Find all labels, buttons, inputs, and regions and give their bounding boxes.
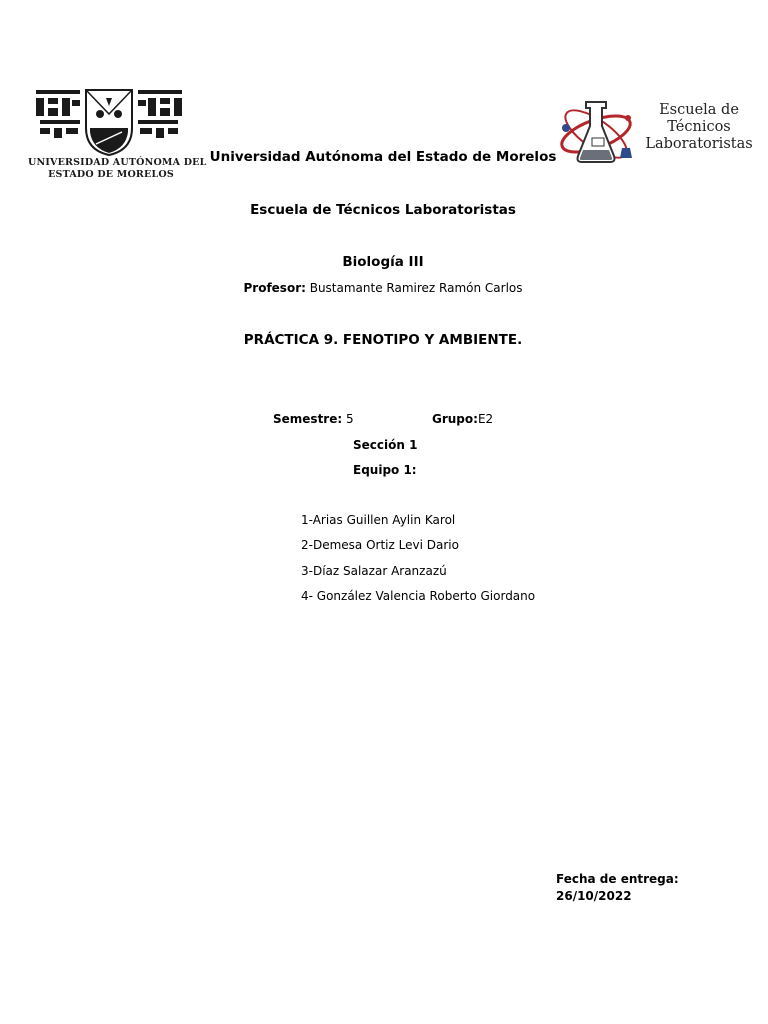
uaem-logo [28, 84, 207, 184]
team-member: 4- González Valencia Roberto Giordano [301, 589, 536, 603]
etl-logo [556, 96, 762, 168]
delivery-date: 26/10/2022 [556, 889, 632, 903]
semestre-label: Semestre: [273, 412, 343, 426]
grupo-value: E2 [477, 412, 494, 426]
team-member: 3-Díaz Salazar Aranzazú [301, 564, 447, 578]
uaem-logo-line1: UNIVERSIDAD AUTÓNOMA DEL [28, 157, 207, 168]
university-name: Universidad Autónoma del Estado de Morelos [209, 149, 557, 165]
grupo-label: Grupo: [432, 412, 478, 426]
flask-atom-icon [556, 98, 636, 168]
etl-logo-line2: Técnicos [667, 119, 731, 135]
uaem-crest-icon [34, 84, 184, 156]
grupo-line [432, 412, 493, 426]
etl-logo-line3: Laboratoristas [645, 136, 753, 152]
semestre-line [273, 412, 354, 426]
professor-label: Profesor: [243, 281, 306, 295]
team-member: 2-Demesa Ortiz Levi Dario [301, 538, 459, 552]
professor-name: Bustamante Ramirez Ramón Carlos [305, 281, 523, 295]
etl-logo-line1: Escuela de [659, 102, 739, 118]
uaem-logo-line2: ESTADO DE MORELOS [48, 169, 174, 180]
school-name: Escuela de Técnicos Laboratoristas [250, 202, 516, 218]
delivery-label: Fecha de entrega: [556, 872, 679, 886]
practice-title: PRÁCTICA 9. FENOTIPO Y AMBIENTE. [243, 332, 523, 348]
professor-line [243, 281, 522, 295]
subject-title: Biología III [342, 254, 424, 270]
team-member: 1-Arias Guillen Aylin Karol [301, 513, 456, 527]
semestre-value: 5 [342, 412, 354, 426]
seccion-label: Sección 1 [353, 438, 418, 452]
equipo-label: Equipo 1: [353, 463, 417, 477]
